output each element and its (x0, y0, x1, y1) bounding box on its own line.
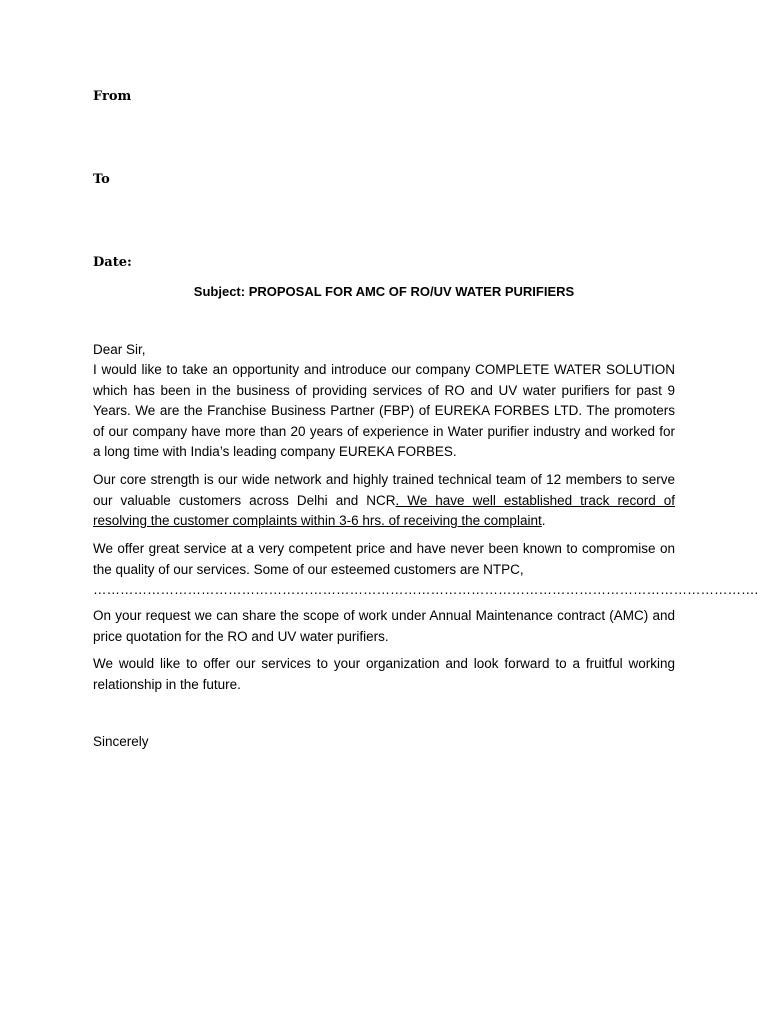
paragraph-amc: On your request we can share the scope of work under Annual Maintenance contract (AMC) and price quotation for the RO and UV water purifiers. (93, 608, 675, 644)
subject-line: Subject: PROPOSAL FOR AMC OF RO/UV WATER PURIFIERS (193, 284, 575, 299)
paragraph-customers (93, 539, 759, 601)
paragraph-core-strength (93, 470, 675, 532)
track-record-underlined: . We have well established track record of resolving the customer complaints within 3-6 hrs. of receiving the complaint (93, 492, 675, 528)
core-strength-text: Our core strength is our wide network and highly trained technical team of 12 members to serve our valuable customers across Delhi and NCR (93, 472, 675, 508)
from-label: From (93, 89, 132, 104)
paragraph-offer: We would like to offer our services to your organization and look forward to a fruitful working relationship in the future. (93, 656, 675, 692)
core-strength-end: . (541, 513, 546, 528)
to-label: To (93, 172, 110, 187)
customers-dotted-line: …………………………………………………………………………………………………………………………………. (93, 582, 759, 597)
paragraph-intro: I would like to take an opportunity and introduce our company COMPLETE WATER SOLUTION which has been in the business of providing services of RO and UV water purifiers for past 9 Years. We are the Franchise Business Partner (FBP) of EUREKA FORBES LTD. The promoters of our company have more than 20 years of experience in Water purifier industry and worked for a long time with India’s leading company EUREKA FORBES. (93, 362, 675, 459)
closing: Sincerely (93, 734, 149, 749)
salutation: Dear Sir, (93, 342, 146, 357)
date-label: Date: (93, 255, 132, 270)
customers-text: We offer great service at a very competent price and have never been known to compromise on the quality of our services. Some of our esteemed customers are NTPC, (93, 541, 675, 577)
